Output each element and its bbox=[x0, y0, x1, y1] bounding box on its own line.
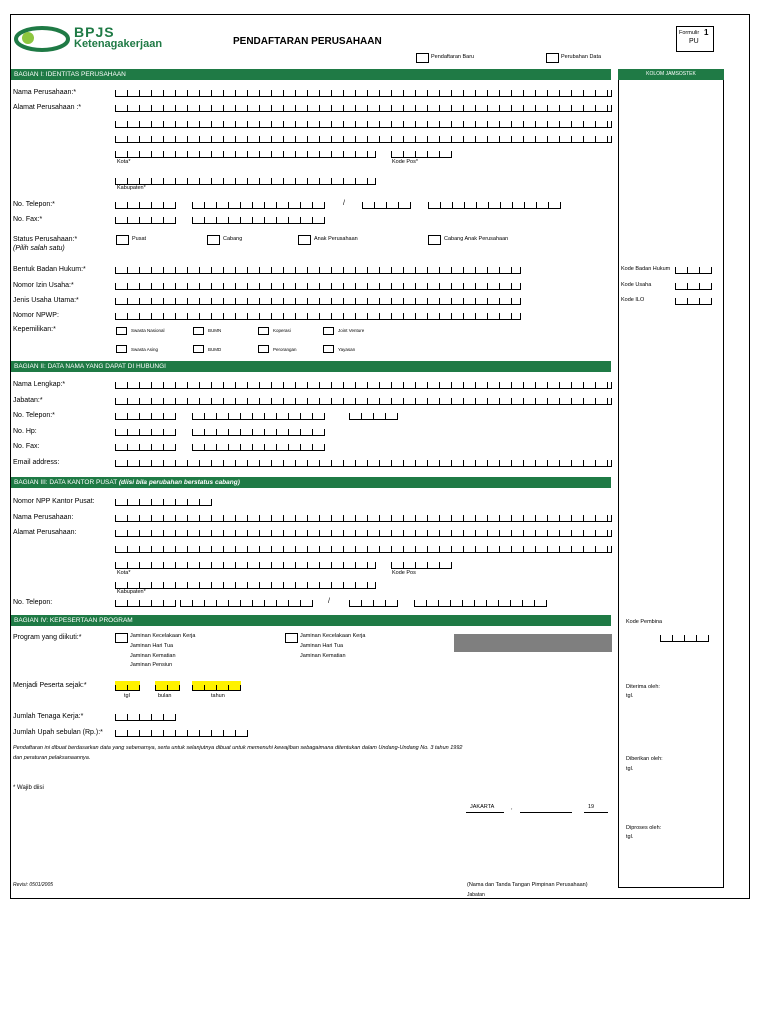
alamat-line-2-input[interactable] bbox=[115, 117, 612, 128]
program-col1-checkbox[interactable] bbox=[115, 633, 128, 643]
nama-lengkap-input[interactable] bbox=[115, 378, 612, 389]
peserta-bulan-input[interactable] bbox=[155, 681, 180, 691]
ttd-label: (Nama dan Tanda Tangan Pimpinan Perusahaan) bbox=[467, 882, 588, 888]
fax-area-input[interactable] bbox=[115, 213, 176, 224]
prog1-jkm: Jaminan Kematian bbox=[130, 653, 176, 659]
peserta-label: Menjadi Peserta sejak:* bbox=[13, 682, 87, 689]
status-cabang-label: Cabang bbox=[223, 236, 243, 242]
email-label: Email address: bbox=[13, 459, 60, 466]
contact-fax-label: No. Fax: bbox=[13, 443, 40, 450]
contact-fax-area-input[interactable] bbox=[115, 440, 176, 451]
prog1-jkk: Jaminan Kecelakaan Kerja bbox=[130, 633, 196, 639]
perubahan-data-checkbox[interactable] bbox=[546, 53, 559, 63]
pusat-kodepos-input[interactable] bbox=[391, 558, 452, 569]
telepon-number-input[interactable] bbox=[192, 198, 325, 209]
nama-perusahaan-label: Nama Perusahaan:* bbox=[13, 89, 77, 96]
bpjs-logo bbox=[14, 24, 204, 54]
program-col2-checkbox[interactable] bbox=[285, 633, 298, 643]
kabupaten-input[interactable] bbox=[115, 174, 376, 185]
izin-usaha-input[interactable] bbox=[115, 279, 521, 290]
page-title: PENDAFTARAN PERUSAHAAN bbox=[233, 36, 382, 47]
statement-line-2: dan peraturan pelaksanaannya. bbox=[13, 755, 91, 761]
brand-name: BPJS bbox=[74, 24, 115, 40]
status-pusat-checkbox[interactable] bbox=[116, 235, 129, 245]
formulir-code: PU bbox=[689, 38, 699, 45]
npwp-label: Nomor NPWP: bbox=[13, 312, 59, 319]
pusat-telepon-ext-input[interactable] bbox=[349, 596, 398, 607]
brand-subname: Ketenagakerjaan bbox=[74, 38, 163, 50]
prog2-jkk: Jaminan Kecelakaan Kerja bbox=[300, 633, 366, 639]
kolom-right-border bbox=[618, 80, 724, 888]
jabatan-label: Jabatan:* bbox=[13, 397, 43, 404]
date-comma: , bbox=[511, 805, 513, 811]
bumn-label: BUMN bbox=[208, 328, 222, 333]
formulir-box bbox=[676, 26, 714, 52]
kota-label: Kota* bbox=[117, 159, 131, 165]
bulan-label: bulan bbox=[158, 693, 172, 699]
swasta-nasional-label: Swasta Nasional bbox=[131, 328, 165, 333]
pendaftaran-baru-label: Pendaftaran Baru bbox=[431, 54, 475, 60]
jakarta-underline bbox=[466, 812, 504, 813]
contact-telepon-ext-input[interactable] bbox=[349, 409, 398, 420]
kodepos-label: Kode Pos* bbox=[392, 159, 418, 165]
contact-telepon-area-input[interactable] bbox=[115, 409, 176, 420]
hp-number-input[interactable] bbox=[192, 425, 325, 436]
alamat-line-3-input[interactable] bbox=[115, 132, 612, 143]
contact-fax-number-input[interactable] bbox=[192, 440, 325, 451]
pusat-kabupaten-input[interactable] bbox=[115, 578, 376, 589]
contact-telepon-label: No. Telepon:* bbox=[13, 412, 55, 419]
logo-swoosh-icon bbox=[14, 24, 74, 54]
status-pusat-label: Pusat bbox=[132, 236, 147, 242]
jenis-usaha-label: Jenis Usaha Utama:* bbox=[13, 297, 79, 304]
badan-hukum-label: Bentuk Badan Hukum:* bbox=[13, 266, 86, 273]
badan-hukum-input[interactable] bbox=[115, 263, 521, 274]
date-line[interactable] bbox=[520, 812, 572, 813]
bumd-label: BUMD bbox=[208, 347, 222, 352]
status-note: (Pilih salah satu) bbox=[13, 245, 65, 252]
pusat-telepon-number-input[interactable] bbox=[180, 596, 313, 607]
section-3-note: (diisi bila perubahan berstatus cabang) bbox=[118, 479, 240, 486]
year-line[interactable] bbox=[584, 812, 608, 813]
fax-label: No. Fax:* bbox=[13, 216, 43, 223]
joint-venture-label: Joint Venture bbox=[338, 328, 365, 333]
hp-label: No. Hp: bbox=[13, 428, 37, 435]
section-1-header: BAGIAN I: IDENTITAS PERUSAHAAN bbox=[11, 69, 611, 80]
perorangan-label: Perorangan bbox=[273, 347, 297, 352]
pusat-alamat-label: Alamat Perusahaan: bbox=[13, 529, 77, 536]
pusat-telepon-alt-input[interactable] bbox=[414, 596, 547, 607]
pendaftaran-baru-checkbox[interactable] bbox=[416, 53, 429, 63]
bumd-checkbox[interactable] bbox=[193, 345, 204, 353]
npp-input[interactable] bbox=[115, 495, 212, 506]
wajib-note: * Wajib diisi bbox=[13, 785, 44, 791]
npwp-input[interactable] bbox=[115, 309, 521, 320]
telepon-ext-input[interactable] bbox=[362, 198, 411, 209]
kota-input[interactable] bbox=[115, 147, 376, 158]
peserta-tgl-input[interactable] bbox=[115, 681, 140, 691]
jabatan-sign-label: Jabatan bbox=[467, 892, 485, 898]
email-input[interactable] bbox=[115, 456, 612, 467]
telepon-label: No. Telepon:* bbox=[13, 201, 55, 208]
year-prefix: 19 bbox=[588, 804, 595, 810]
status-anak-checkbox[interactable] bbox=[298, 235, 311, 245]
prog2-jkm: Jaminan Kematian bbox=[300, 653, 346, 659]
npp-label: Nomor NPP Kantor Pusat: bbox=[13, 498, 95, 505]
fax-number-input[interactable] bbox=[192, 213, 325, 224]
nama-lengkap-label: Nama Lengkap:* bbox=[13, 381, 66, 388]
kode-pembina-input[interactable] bbox=[660, 631, 709, 642]
diberikan-label: Diberikan oleh: bbox=[626, 756, 663, 762]
telepon-area-input[interactable] bbox=[115, 198, 176, 209]
diproses-tgl: tgl. bbox=[626, 834, 634, 840]
jenis-usaha-input[interactable] bbox=[115, 294, 521, 305]
kode-badan-input[interactable] bbox=[675, 263, 712, 274]
gray-block bbox=[454, 634, 612, 652]
pusat-kota-input[interactable] bbox=[115, 558, 376, 569]
pusat-kabupaten-label: Kabupaten* bbox=[117, 589, 146, 595]
formulir-number: 1 bbox=[704, 28, 709, 37]
diproses-label: Diproses oleh: bbox=[626, 825, 662, 831]
tgl-label: tgl bbox=[124, 693, 130, 699]
pusat-alamat-1-input[interactable] bbox=[115, 526, 612, 537]
koperasi-checkbox[interactable] bbox=[258, 327, 269, 335]
diterima-tgl: tgl. bbox=[626, 693, 634, 699]
prog1-jp: Jaminan Pensiun bbox=[130, 662, 173, 668]
peserta-tahun-input[interactable] bbox=[192, 681, 241, 691]
joint-venture-checkbox[interactable] bbox=[323, 327, 334, 335]
kode-pembina-label: Kode Pembina bbox=[626, 619, 663, 625]
kode-usaha-input[interactable] bbox=[675, 279, 712, 290]
alamat-perusahaan-label: Alamat Perusahaan :* bbox=[13, 104, 82, 111]
section-3-header bbox=[11, 477, 611, 488]
kode-usaha-label: Kode Usaha bbox=[621, 282, 652, 288]
pusat-telepon-label: No. Telepon: bbox=[13, 599, 53, 606]
section-2-header: BAGIAN II: DATA NAMA YANG DAPAT DI HUBUNGI bbox=[11, 361, 611, 372]
alamat-line-1-input[interactable] bbox=[115, 101, 612, 112]
swasta-asing-checkbox[interactable] bbox=[116, 345, 127, 353]
jakarta-label: JAKARTA bbox=[470, 804, 495, 810]
status-label: Status Perusahaan:* bbox=[13, 236, 78, 243]
statement-line-1: Pendaftaran ini dibuat berdasarkan data yang sebenarnya, serta untuk selanjutnya dibuat untuk memenuhi kewajiban sebagaimana ditentukan dalam Undang-Undang No. 3 tahun 1992 bbox=[13, 745, 463, 751]
program-label: Program yang diikuti:* bbox=[13, 634, 82, 641]
kode-ilo-label: Kode ILO bbox=[621, 297, 645, 303]
pusat-telepon-slash: / bbox=[328, 598, 330, 605]
izin-usaha-label: Nomor Izin Usaha:* bbox=[13, 282, 74, 289]
kepemilikan-label: Kepemilikan:* bbox=[13, 326, 56, 333]
status-cabang-checkbox[interactable] bbox=[207, 235, 220, 245]
status-cabang-anak-checkbox[interactable] bbox=[428, 235, 441, 245]
bumn-checkbox[interactable] bbox=[193, 327, 204, 335]
pusat-telepon-area-input[interactable] bbox=[115, 596, 176, 607]
formulir-label: Formulir bbox=[679, 30, 700, 36]
perubahan-data-label: Perubahan Data bbox=[561, 54, 602, 60]
yayasan-label: Yayasan bbox=[338, 347, 356, 352]
kolom-jamsostek-header: KOLOM JAMSOSTEK bbox=[618, 69, 724, 80]
tenaga-kerja-input[interactable] bbox=[115, 710, 176, 721]
diberikan-tgl: tgl. bbox=[626, 766, 634, 772]
koperasi-label: Koperasi bbox=[273, 328, 291, 333]
revisi-label: Revisi: 0501/2005 bbox=[13, 882, 54, 888]
yayasan-checkbox[interactable] bbox=[323, 345, 334, 353]
pusat-kota-label: Kota* bbox=[117, 570, 131, 576]
pusat-nama-input[interactable] bbox=[115, 511, 612, 522]
upah-input[interactable] bbox=[115, 726, 248, 737]
telepon-alt-input[interactable] bbox=[428, 198, 561, 209]
diterima-label: Diterima oleh: bbox=[626, 684, 660, 690]
kode-ilo-input[interactable] bbox=[675, 294, 712, 305]
pusat-kodepos-label: Kode Pos bbox=[392, 570, 416, 576]
prog2-jht: Jaminan Hari Tua bbox=[300, 643, 344, 649]
section-3-title: BAGIAN III: DATA KANTOR PUSAT bbox=[14, 479, 119, 486]
perorangan-checkbox[interactable] bbox=[258, 345, 269, 353]
hp-area-input[interactable] bbox=[115, 425, 176, 436]
kabupaten-label: Kabupaten* bbox=[117, 185, 146, 191]
jabatan-input[interactable] bbox=[115, 394, 612, 405]
status-anak-label: Anak Perusahaan bbox=[314, 236, 358, 242]
swasta-nasional-checkbox[interactable] bbox=[116, 327, 127, 335]
section-4-header: BAGIAN IV: KEPESERTAAN PROGRAM bbox=[11, 615, 611, 626]
upah-label: Jumlah Upah sebulan (Rp.):* bbox=[13, 729, 103, 736]
status-cabang-anak-label: Cabang Anak Perusahaan bbox=[444, 236, 509, 242]
swasta-asing-label: Swasta Asing bbox=[131, 347, 159, 352]
contact-telepon-number-input[interactable] bbox=[192, 409, 325, 420]
nama-perusahaan-input[interactable] bbox=[115, 86, 612, 97]
tahun-label: tahun bbox=[211, 693, 225, 699]
kode-badan-label: Kode Badan Hukum bbox=[621, 266, 671, 272]
pusat-nama-label: Nama Perusahaan: bbox=[13, 514, 74, 521]
pusat-alamat-2-input[interactable] bbox=[115, 542, 612, 553]
prog1-jht: Jaminan Hari Tua bbox=[130, 643, 174, 649]
kodepos-input[interactable] bbox=[391, 147, 452, 158]
tenaga-kerja-label: Jumlah Tenaga Kerja:* bbox=[13, 713, 84, 720]
telepon-slash: / bbox=[343, 200, 345, 207]
